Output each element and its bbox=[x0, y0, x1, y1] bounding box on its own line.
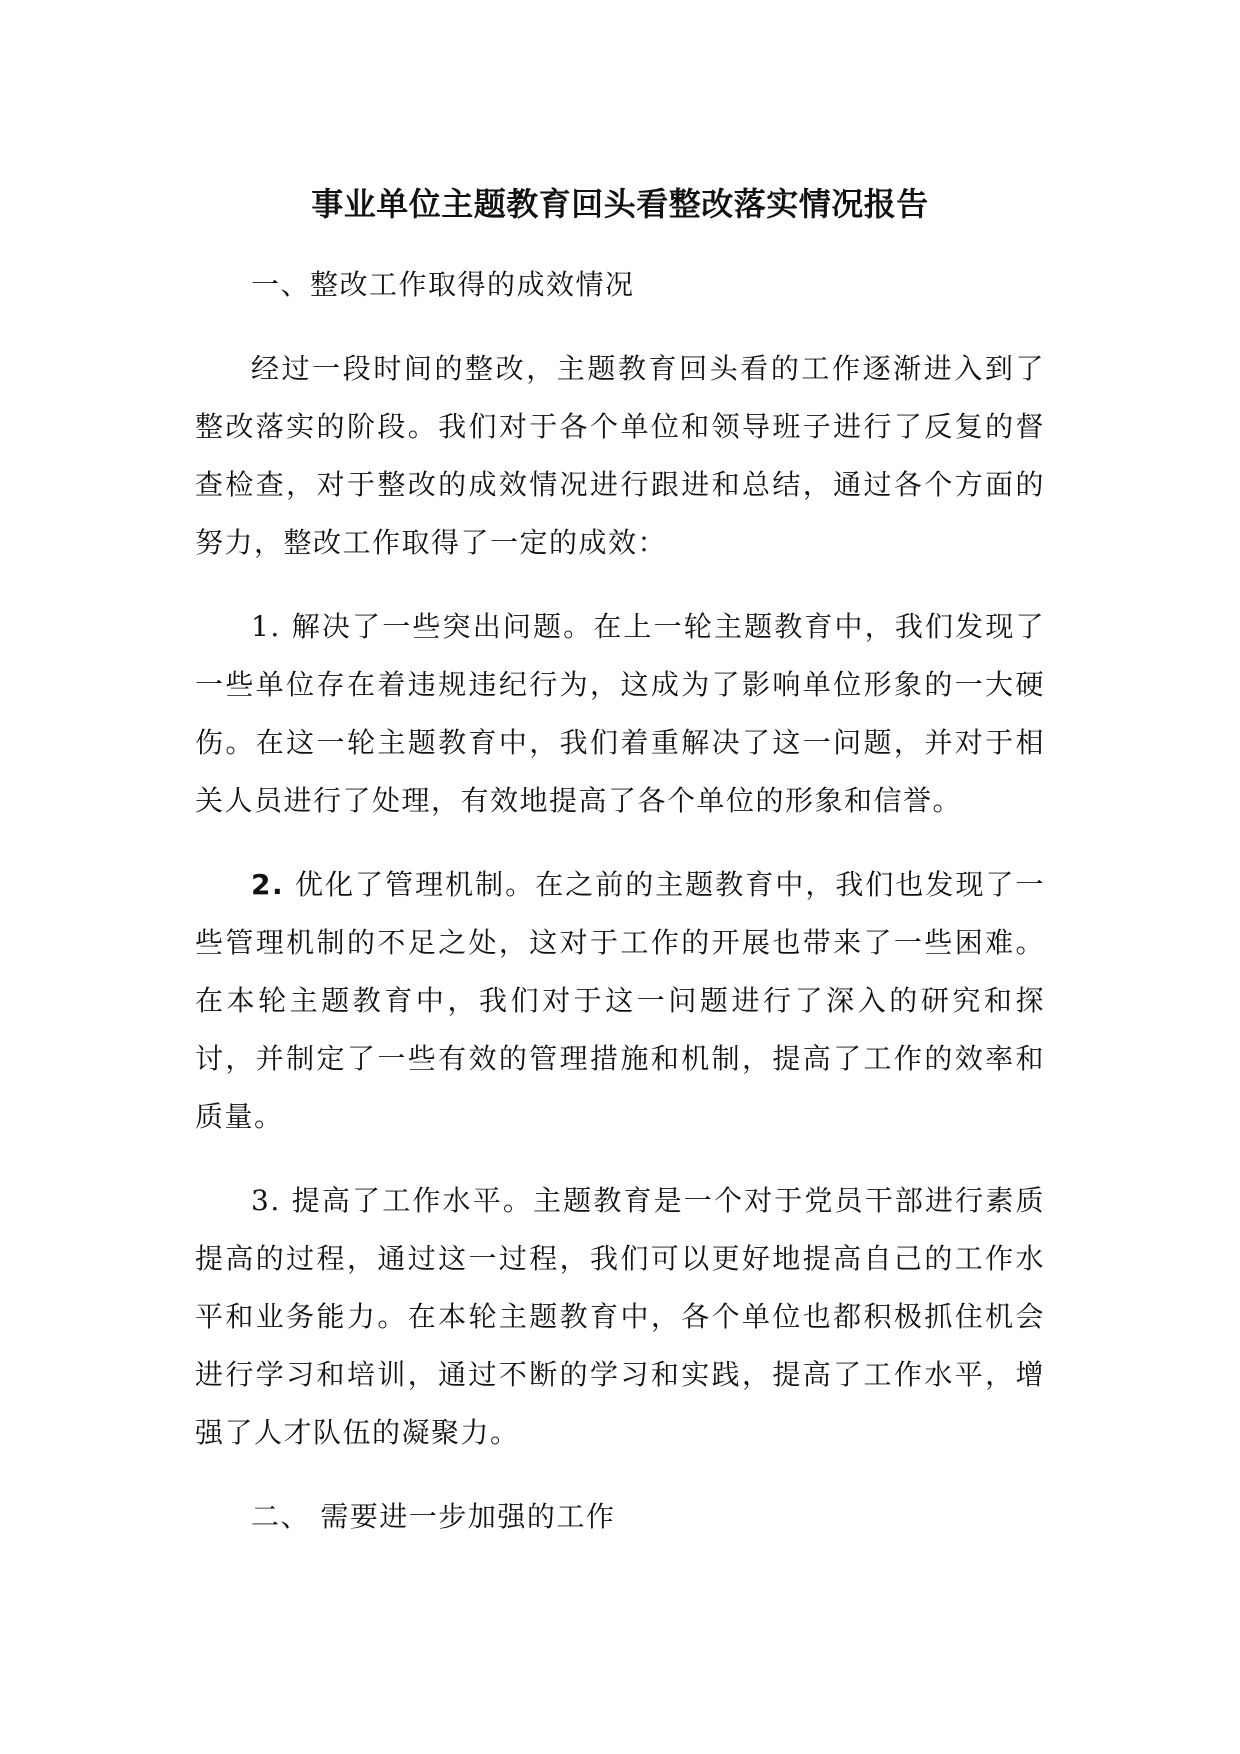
list-item-3-text: 提高了工作水平。主题教育是一个对于党员干部进行素质提高的过程，通过这一过程，我们可以更好地提高自己的工作水平和业务能力。在本轮主题教育中，各个单位也都积极抓住机会进行学习和培训，通过不断的学习和实践，提高了工作水平，增强了人才队伍的凝聚力。 bbox=[195, 1184, 1045, 1449]
list-item-1-number: 1. bbox=[251, 610, 281, 643]
document-body bbox=[195, 256, 1045, 1572]
list-item-1-text: 解决了一些突出问题。在上一轮主题教育中，我们发现了一些单位存在着违规违纪行为，这成为了影响单位形象的一大硬伤。在这一轮主题教育中，我们着重解决了这一问题，并对于相关人员进行了处理，有效地提高了各个单位的形象和信誉。 bbox=[195, 610, 1045, 817]
section-1-heading: 一、整改工作取得的成效情况 bbox=[251, 268, 635, 301]
list-item-3 bbox=[195, 1172, 1045, 1462]
list-item-2 bbox=[195, 856, 1045, 1146]
list-item-2-number: 2. bbox=[251, 868, 285, 901]
list-item-3-number: 3. bbox=[251, 1184, 281, 1217]
section-2-heading: 二、 需要进一步加强的工作 bbox=[251, 1500, 616, 1533]
section-1-intro: 经过一段时间的整改，主题教育回头看的工作逐渐进入到了整改落实的阶段。我们对于各个单位和领导班子进行了反复的督查检查，对于整改的成效情况进行跟进和总结，通过各个方面的努力，整改工作取得了一定的成效： bbox=[195, 352, 1045, 559]
list-item-1 bbox=[195, 598, 1045, 830]
list-item-2-text: 优化了管理机制。在之前的主题教育中，我们也发现了一些管理机制的不足之处，这对于工作的开展也带来了一些困难。在本轮主题教育中，我们对于这一问题进行了深入的研究和探讨，并制定了一些有效的管理措施和机制，提高了工作的效率和质量。 bbox=[195, 868, 1045, 1133]
document-title: 事业单位主题教育回头看整改落实情况报告 bbox=[311, 185, 929, 223]
